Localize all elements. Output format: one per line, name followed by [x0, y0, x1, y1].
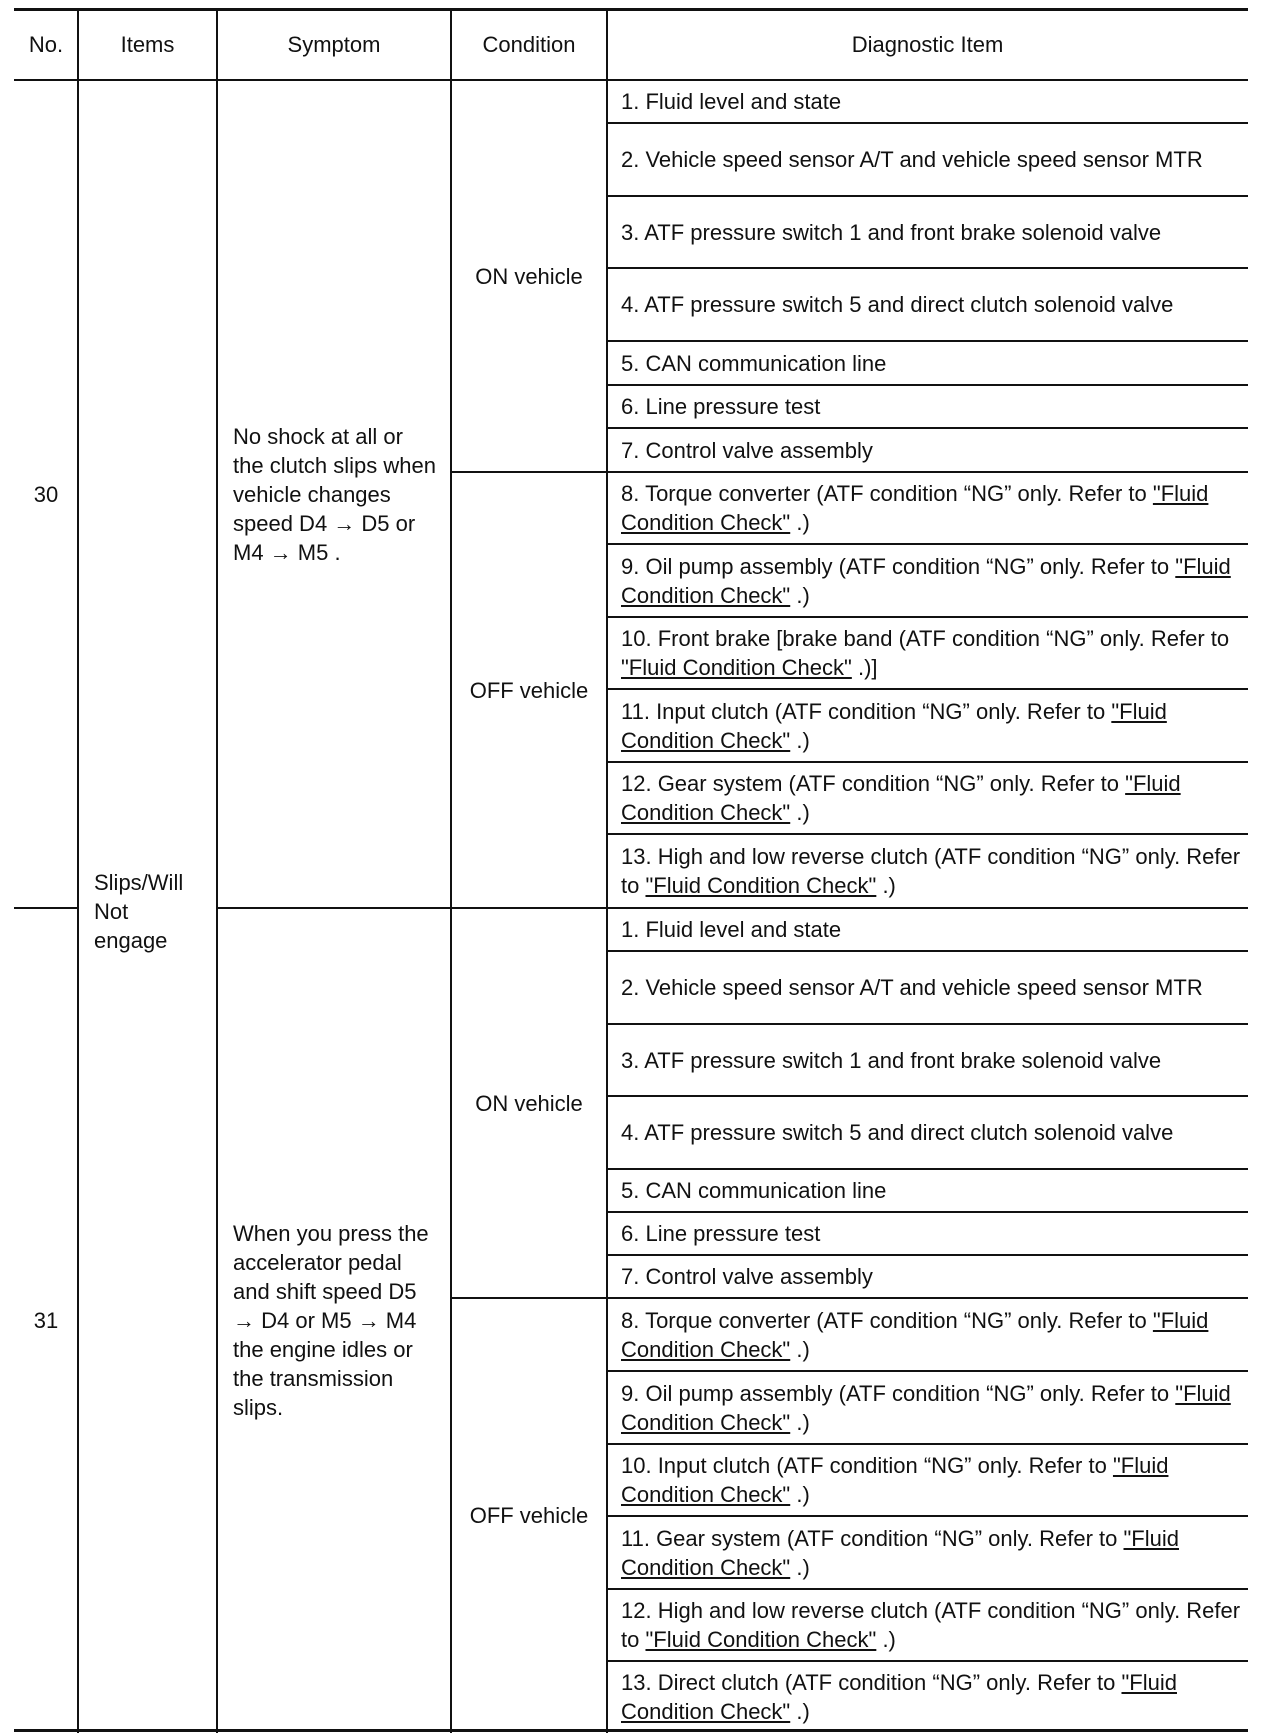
- link-suffix: .): [790, 800, 810, 825]
- condition-on-vehicle: ON vehicle: [475, 263, 583, 289]
- fluid-condition-check-link[interactable]: "Fluid Condition Check": [621, 1670, 1177, 1724]
- diagnostic-item-text: [621, 1379, 1244, 1437]
- diagnostic-item: [607, 80, 1248, 123]
- diagnostic-item-text: [621, 1118, 1244, 1147]
- diagnostic-item-text: [621, 1046, 1244, 1075]
- diagnostic-item-text: [621, 145, 1244, 174]
- header-bottom-border: [14, 79, 1248, 81]
- header-condition: Condition: [482, 31, 576, 57]
- diagnostic-item-text: [621, 915, 1244, 944]
- diagnostic-item: [607, 1661, 1248, 1733]
- diagnostic-item-label: 9. Oil pump assembly (ATF condition “NG” only. Refer to: [621, 1380, 1170, 1406]
- diagnostic-item: [607, 428, 1248, 472]
- link-suffix: .): [790, 1409, 810, 1435]
- column-divider: [77, 8, 79, 1733]
- link-suffix: .): [790, 1554, 810, 1580]
- diagnostic-item: [607, 1096, 1248, 1169]
- diagnostic-item-label: 5. CAN communication line: [621, 350, 887, 376]
- diagnostic-item-text: [621, 1668, 1244, 1726]
- diagnostic-item-label: 4. ATF pressure switch 5 and direct clutch solenoid valve: [621, 1120, 1174, 1145]
- diagnostic-item-label: 2. Vehicle speed sensor A/T and vehicle speed sensor MTR: [621, 147, 1203, 172]
- condition-off-vehicle: OFF vehicle: [469, 1503, 589, 1528]
- diagnostic-item: [607, 123, 1248, 196]
- diagnostic-item: [607, 1516, 1248, 1589]
- diagnostic-item-text: [621, 479, 1244, 537]
- diagnostic-item-label: 13. Direct clutch (ATF condition “NG” only. Refer to: [621, 1670, 1116, 1695]
- row-divider-main: [217, 907, 1248, 909]
- link-suffix: .): [790, 1336, 810, 1362]
- diagnostic-item-label: 12. High and low reverse clutch (ATF condition “NG” only. Refer to: [621, 1598, 1241, 1652]
- diagnostic-item-text: [621, 769, 1244, 827]
- diagnostic-item-label: 9. Oil pump assembly (ATF condition “NG” only. Refer to: [621, 553, 1170, 579]
- diagnostic-item-label: 1. Fluid level and state: [621, 89, 842, 114]
- row-divider-no: [14, 907, 78, 909]
- diagnostic-item-text: [621, 552, 1244, 610]
- diagnostic-item-label: 10. Front brake [brake band (ATF condition “NG” only. Refer to: [621, 626, 1230, 651]
- items-cell: Slips/Will Not engage: [94, 870, 184, 953]
- fluid-condition-check-link[interactable]: "Fluid Condition Check": [621, 481, 1209, 535]
- diagnostic-item-text: [621, 1262, 1244, 1291]
- diagnostic-item: [607, 544, 1248, 617]
- diagnostic-item-text: [621, 290, 1244, 319]
- diagnostic-item: [607, 268, 1248, 341]
- link-suffix: .): [876, 1627, 896, 1652]
- diagnostic-item-text: [621, 436, 1244, 465]
- row-number: 31: [33, 1308, 59, 1333]
- diagnostic-item-text: [621, 842, 1244, 900]
- symptom-text: When you press the accelerator pedal and shift speed D5 → D4 or M5 → M4 the engine idles or the transmission slips.: [233, 1221, 429, 1420]
- diagnostic-item-label: 2. Vehicle speed sensor A/T and vehicle speed sensor MTR: [621, 975, 1203, 1000]
- link-suffix: .): [790, 1699, 810, 1724]
- fluid-condition-check-link[interactable]: "Fluid Condition Check": [621, 698, 1167, 753]
- diagnostic-item: [607, 1444, 1248, 1516]
- diagnostic-item: [607, 1169, 1248, 1212]
- header-no: No.: [28, 31, 64, 57]
- diagnostic-item-label: 6. Line pressure test: [621, 1221, 821, 1246]
- diagnostic-item-text: [621, 1451, 1244, 1509]
- fluid-condition-check-link[interactable]: "Fluid Condition Check": [621, 1380, 1231, 1435]
- diagnostic-item: [607, 341, 1248, 385]
- diagnostic-item: [607, 1589, 1248, 1661]
- diagnostic-item: [607, 617, 1248, 689]
- diagnostic-item-label: 11. Input clutch (ATF condition “NG” only. Refer to: [621, 698, 1106, 724]
- symptom-cell: [217, 80, 451, 908]
- condition-on-vehicle: ON vehicle: [475, 1090, 583, 1116]
- diagnostic-item-label: 11. Gear system (ATF condition “NG” only. Refer to: [621, 1525, 1118, 1551]
- link-suffix: .)]: [851, 655, 878, 680]
- diagnostic-item-label: 8. Torque converter (ATF condition “NG” only. Refer to: [621, 481, 1147, 506]
- condition-off-vehicle: OFF vehicle: [469, 677, 589, 703]
- condition-divider: [451, 471, 607, 473]
- fluid-condition-check-link[interactable]: "Fluid Condition Check": [621, 1525, 1179, 1580]
- row-number: 30: [33, 481, 59, 507]
- link-suffix: .): [790, 582, 810, 608]
- diagnostic-item: [607, 196, 1248, 268]
- diagnostic-item-label: 12. Gear system (ATF condition “NG” only. Refer to: [621, 771, 1120, 796]
- diagnostic-item-label: 7. Control valve assembly: [621, 437, 873, 463]
- diagnostic-item-label: 5. CAN communication line: [621, 1178, 887, 1203]
- fluid-condition-check-link[interactable]: "Fluid Condition Check": [645, 873, 877, 898]
- diagnostic-item-text: [621, 973, 1244, 1002]
- diagnostic-item-text: [621, 87, 1244, 116]
- diagnostic-item: [607, 1298, 1248, 1371]
- diagnostic-item: [607, 834, 1248, 908]
- diagnostic-item: [607, 472, 1248, 544]
- diagnostic-item-label: 3. ATF pressure switch 1 and front brake solenoid valve: [621, 1047, 1162, 1073]
- diagnostic-item-text: [621, 349, 1244, 378]
- link-suffix: .): [790, 1482, 810, 1507]
- link-suffix: .): [876, 873, 896, 898]
- diagnostic-item: [607, 385, 1248, 428]
- diagnostic-item-label: 13. High and low reverse clutch (ATF condition “NG” only. Refer to: [621, 844, 1241, 898]
- diagnostic-item-label: 7. Control valve assembly: [621, 1264, 873, 1289]
- fluid-condition-check-link[interactable]: "Fluid Condition Check": [621, 553, 1231, 608]
- diagnostic-item: [607, 1371, 1248, 1444]
- link-suffix: .): [790, 727, 810, 753]
- header-diagnostic-item: Diagnostic Item: [851, 31, 1004, 57]
- diagnostic-item-text: [621, 1176, 1244, 1205]
- diagnostic-item-text: [621, 392, 1244, 421]
- fluid-condition-check-link[interactable]: "Fluid Condition Check": [645, 1627, 877, 1652]
- fluid-condition-check-link[interactable]: "Fluid Condition Check": [621, 1307, 1209, 1362]
- diagnostic-item: [607, 689, 1248, 762]
- diagnostic-item-text: [621, 1524, 1244, 1582]
- symptom-cell: [217, 908, 451, 1733]
- diagnostic-item: [607, 762, 1248, 834]
- diagnostic-item-text: [621, 218, 1244, 247]
- fluid-condition-check-link[interactable]: "Fluid Condition Check": [621, 655, 852, 680]
- diagnostic-item: [607, 1212, 1248, 1255]
- diagnostic-item-label: 3. ATF pressure switch 1 and front brake solenoid valve: [621, 219, 1162, 245]
- header-items: Items: [120, 31, 175, 57]
- diagnostic-item: [607, 1024, 1248, 1096]
- header-symptom: Symptom: [287, 31, 381, 57]
- diagnostic-item: [607, 1255, 1248, 1298]
- diagnostic-item: [607, 951, 1248, 1024]
- diagnostic-item-text: [621, 697, 1244, 755]
- column-divider: [606, 8, 608, 1733]
- symptom-text: No shock at all or the clutch slips when vehicle changes speed D4 → D5 or M4 → M5 .: [233, 423, 436, 565]
- diagnostic-item-text: [621, 624, 1244, 682]
- diagnostic-item-text: [621, 1596, 1244, 1654]
- diagnostic-item-label: 10. Input clutch (ATF condition “NG” only. Refer to: [621, 1453, 1107, 1478]
- fluid-condition-check-link[interactable]: "Fluid Condition Check": [621, 1453, 1169, 1507]
- diagnostic-item-label: 1. Fluid level and state: [621, 917, 842, 942]
- diagnostic-item-label: 8. Torque converter (ATF condition “NG” only. Refer to: [621, 1307, 1147, 1333]
- condition-divider: [451, 1297, 607, 1299]
- column-divider: [216, 8, 218, 1733]
- fluid-condition-check-link[interactable]: "Fluid Condition Check": [621, 771, 1181, 825]
- diagnostic-item-label: 6. Line pressure test: [621, 394, 821, 419]
- diagnostic-item: [607, 908, 1248, 951]
- diagnostic-item-text: [621, 1306, 1244, 1364]
- link-suffix: .): [790, 510, 810, 535]
- column-divider: [450, 8, 452, 1733]
- table-top-border: [14, 8, 1248, 11]
- diagnostic-item-label: 4. ATF pressure switch 5 and direct clutch solenoid valve: [621, 292, 1174, 317]
- diagnostic-item-text: [621, 1219, 1244, 1248]
